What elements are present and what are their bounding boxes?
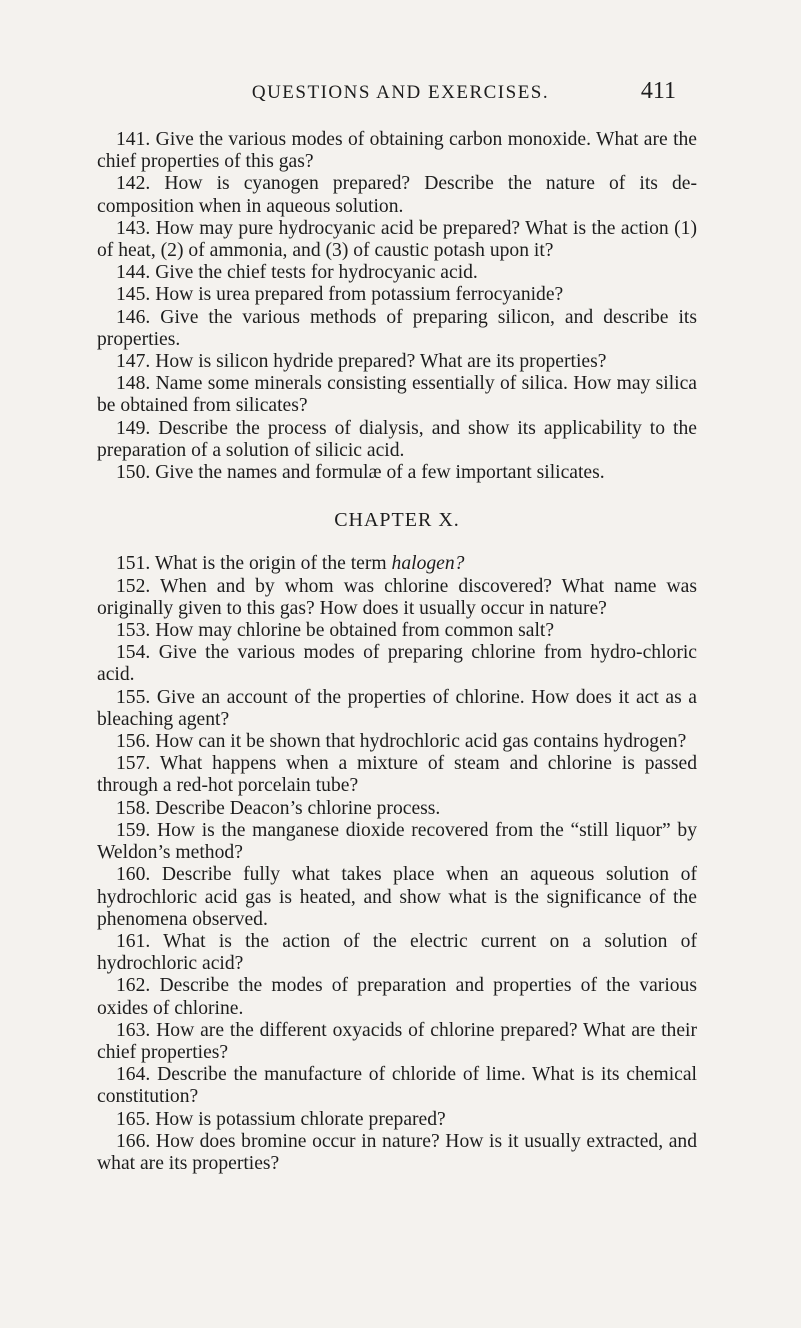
question-number: 145. <box>116 284 151 306</box>
question-text: Give the names and formulæ of a few important silicates. <box>155 462 605 484</box>
question-item <box>97 864 697 931</box>
running-title: QUESTIONS AND EXERCISES. <box>251 82 550 103</box>
question-item <box>97 687 697 731</box>
question-text: Describe the process of dialysis, and show its applicability to the preparation of a solution of silicic acid. <box>97 417 697 461</box>
question-text: Describe Deacon’s chlorine process. <box>155 797 441 819</box>
question-151 <box>97 553 697 575</box>
question-item <box>97 462 697 484</box>
question-list-after <box>97 576 697 1175</box>
question-item <box>97 218 697 262</box>
chapter-title: CHAPTER X. <box>334 509 460 532</box>
question-item <box>97 173 697 217</box>
question-number: 155. <box>116 686 151 708</box>
question-number: 156. <box>116 731 151 753</box>
chapter-heading <box>97 509 697 531</box>
question-number: 143. <box>116 217 151 239</box>
question-text: Name some minerals consisting essentially of silica. How may silica be obtained from silicates? <box>97 373 698 417</box>
question-text: Give the various methods of preparing silicon, and describe its properties. <box>97 306 697 350</box>
question-text: Describe fully what takes place when an aqueous solution of hydrochloric acid gas is heated, and show what is the significance of the phenomena observed. <box>97 864 697 930</box>
question-item <box>97 1109 697 1131</box>
question-number: 144. <box>116 262 151 284</box>
question-italic-term: halogen? <box>391 553 465 575</box>
question-item <box>97 753 697 797</box>
question-number: 165. <box>116 1108 151 1130</box>
question-text: How is silicon hydride prepared? What are its properties? <box>155 351 607 373</box>
question-number: 153. <box>116 620 151 642</box>
question-number: 147. <box>116 351 151 373</box>
running-head <box>0 80 801 110</box>
question-item <box>97 975 697 1019</box>
question-number: 157. <box>116 753 151 775</box>
question-item <box>97 373 697 417</box>
question-number: 152. <box>116 575 151 597</box>
question-item <box>97 351 697 373</box>
question-number: 159. <box>116 819 151 841</box>
question-number: 151. <box>116 553 151 575</box>
question-item <box>97 307 697 351</box>
page-number: 411 <box>640 78 676 104</box>
question-text: What is the origin of the term <box>154 553 392 575</box>
question-number: 146. <box>116 306 151 328</box>
question-number: 154. <box>116 642 151 664</box>
question-text: Give the chief tests for hydrocyanic acid. <box>155 262 478 284</box>
question-text: How is potassium chlorate prepared? <box>155 1108 446 1130</box>
question-item <box>97 798 697 820</box>
question-number: 149. <box>116 417 151 439</box>
question-list-before <box>97 129 697 484</box>
question-number: 163. <box>116 1019 151 1041</box>
question-text: How may chlorine be obtained from common salt? <box>155 620 555 642</box>
question-number: 166. <box>116 1130 151 1152</box>
question-text: Give the various modes of obtaining carbon monoxide. What are the chief properties of this gas? <box>97 129 698 173</box>
question-item <box>97 642 697 686</box>
question-text: How may pure hydrocyanic acid be prepared? What is the action (1) of heat, (2) of ammonia, and (3) of caustic potash upon it? <box>97 217 697 262</box>
question-number: 142. <box>116 173 151 195</box>
question-text: How does bromine occur in nature? How is it usually extracted, and what are its properties? <box>97 1130 698 1174</box>
question-text: Describe the modes of preparation and properties of the various oxides of chlorine. <box>97 975 697 1019</box>
question-text: How is urea prepared from potassium ferrocyanide? <box>155 284 564 306</box>
page-body <box>97 129 697 1175</box>
question-item <box>97 576 697 620</box>
question-text: How can it be shown that hydrochloric acid gas contains hydrogen? <box>155 731 687 753</box>
question-item <box>97 418 697 462</box>
question-item <box>97 1131 697 1175</box>
question-item <box>97 820 697 864</box>
question-number: 160. <box>116 864 151 886</box>
question-number: 148. <box>116 373 151 395</box>
question-text: When and by whom was chlorine discovered? What name was originally given to this gas? How does it usually occur in nature? <box>97 575 697 619</box>
question-item <box>97 620 697 642</box>
question-number: 150. <box>116 462 151 484</box>
question-number: 164. <box>116 1064 151 1086</box>
question-item <box>97 129 697 173</box>
question-item <box>97 262 697 284</box>
question-number: 162. <box>116 975 151 997</box>
question-text: Give an account of the properties of chlorine. How does it act as a bleaching agent? <box>97 686 697 730</box>
question-item <box>97 1064 697 1108</box>
question-item <box>97 1020 697 1064</box>
question-number: 158. <box>116 797 151 819</box>
question-text: Describe the manufacture of chloride of lime. What is its chemical constitution? <box>97 1064 697 1108</box>
question-text: Give the various modes of preparing chlorine from hydro-chloric acid. <box>97 642 697 686</box>
question-item <box>97 931 697 975</box>
question-item <box>97 284 697 306</box>
question-text: How is cyanogen prepared? Describe the nature of its de-composition when in aqueous solution. <box>97 173 697 217</box>
question-number: 161. <box>116 930 151 952</box>
question-text: What is the action of the electric current on a solution of hydrochloric acid? <box>97 930 697 975</box>
question-text: What happens when a mixture of steam and chlorine is passed through a red-hot porcelain tube? <box>97 753 697 797</box>
question-text: How is the manganese dioxide recovered from the “still liquor” by Weldon’s method? <box>97 819 697 864</box>
question-number: 141. <box>116 129 151 150</box>
question-text: How are the different oxyacids of chlorine prepared? What are their chief properties? <box>97 1019 698 1063</box>
question-item <box>97 731 697 753</box>
